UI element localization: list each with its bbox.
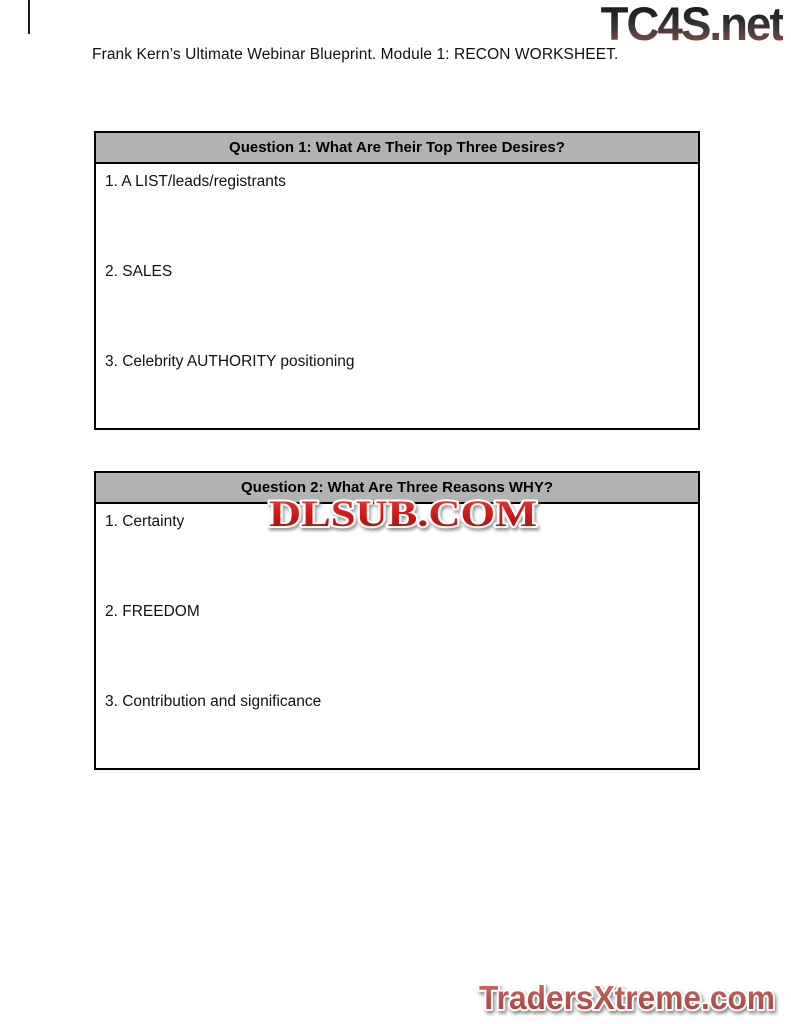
answer-item: 1. A LIST/leads/registrants xyxy=(105,173,286,190)
answer-item: 3. Celebrity AUTHORITY positioning xyxy=(105,353,355,370)
answer-item: 1. Certainty xyxy=(105,513,185,530)
question-1-table xyxy=(94,131,700,430)
tradersxtreme-logo-text: TradersXtreme.com xyxy=(479,979,775,1016)
answer-item: 2. FREEDOM xyxy=(105,603,200,620)
document-title: Frank Kern’s Ultimate Webinar Blueprint. Module 1: RECON WORKSHEET. xyxy=(92,46,619,63)
dlsub-watermark-text: DLSUB.COM xyxy=(269,494,537,535)
question-1-body xyxy=(96,164,698,430)
tc4s-logo: TC4S.net xyxy=(600,0,783,50)
answer-item: 3. Contribution and significance xyxy=(105,693,322,710)
tradersxtreme-logo xyxy=(468,974,786,1022)
question-1-header: Question 1: What Are Their Top Three Desires? xyxy=(96,133,698,164)
answer-item: 2. SALES xyxy=(105,263,173,280)
question-2-body xyxy=(96,504,698,770)
scan-artifact-line xyxy=(28,0,30,34)
question-2-table xyxy=(94,471,700,770)
question-2-header: Question 2: What Are Three Reasons WHY? xyxy=(96,473,698,504)
